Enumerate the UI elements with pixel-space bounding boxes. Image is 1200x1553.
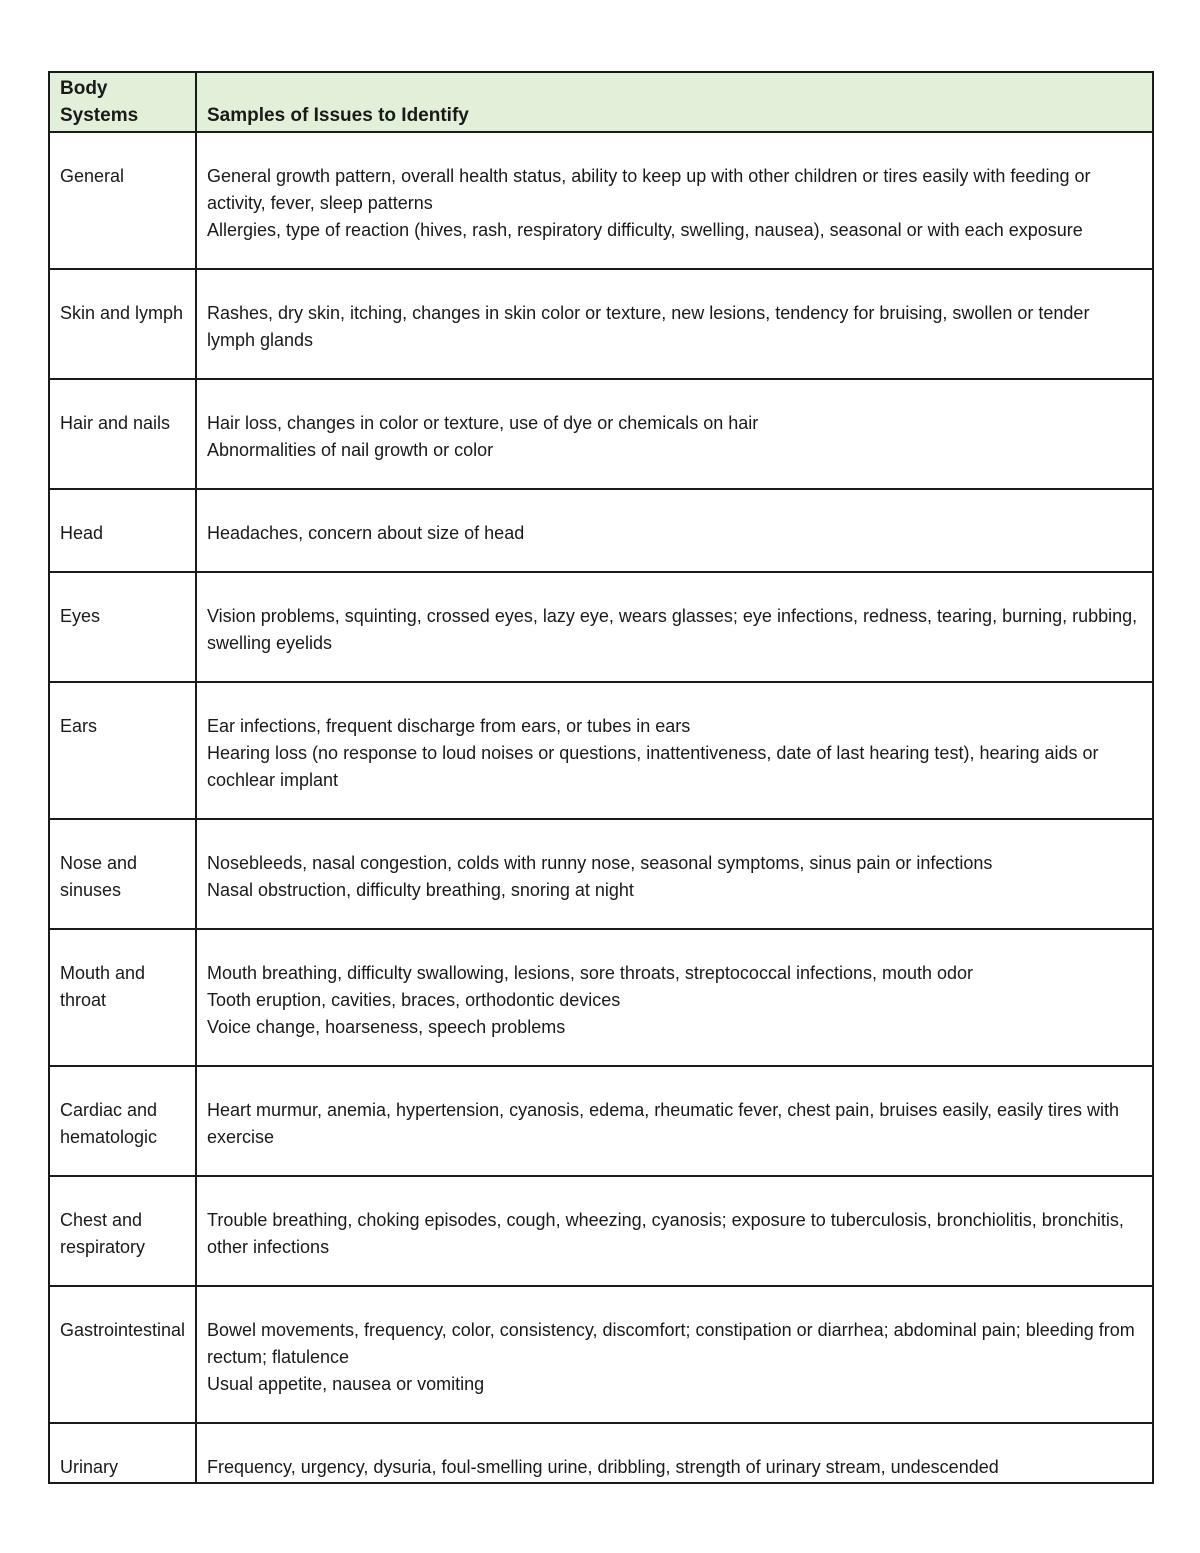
issue-line: Voice change, hoarseness, speech problems [207, 1017, 566, 1037]
table-row [49, 489, 1153, 572]
issue-line: General growth pattern, overall health status, ability to keep up with other children or tires easily with feeding or activity, fever, sleep patterns [207, 166, 1091, 213]
issue-line: Bowel movements, frequency, color, consistency, discomfort; constipation or diarrhea; abdominal pain; bleeding from rectum; flatulence [207, 1320, 1135, 1367]
table-row [49, 819, 1153, 929]
header-samples-of-issues: Samples of Issues to Identify [196, 72, 1153, 132]
system-name: Head [49, 489, 196, 572]
system-name: General [49, 132, 196, 269]
issue-line: Ear infections, frequent discharge from ears, or tubes in ears [207, 716, 691, 736]
system-name: Cardiac and hematologic [49, 1066, 196, 1176]
issue-line: Nasal obstruction, difficulty breathing, snoring at night [207, 880, 634, 900]
header-body-systems: Body Systems [49, 72, 196, 132]
issue-line: Heart murmur, anemia, hypertension, cyanosis, edema, rheumatic fever, chest pain, bruises easily, easily tires with exercise [207, 1100, 1120, 1147]
issue-line: Usual appetite, nausea or vomiting [207, 1374, 485, 1394]
system-name: Gastrointestinal [49, 1286, 196, 1423]
issue-line: Vision problems, squinting, crossed eyes, lazy eye, wears glasses; eye infections, redness, tearing, burning, rubbing, swelling eyelids [207, 606, 1138, 653]
cell-clip: Urinary [60, 1457, 119, 1477]
system-name: Mouth and throat [49, 929, 196, 1066]
issues-cell [196, 379, 1153, 489]
table-row [49, 379, 1153, 489]
table-row [49, 1423, 1153, 1483]
issues-cell [196, 489, 1153, 572]
issue-line: Tooth eruption, cavities, braces, orthodontic devices [207, 990, 621, 1010]
system-name: Ears [49, 682, 196, 819]
issue-line: Abnormalities of nail growth or color [207, 440, 494, 460]
issues-cell [196, 1066, 1153, 1176]
table-row [49, 572, 1153, 682]
table-row [49, 1066, 1153, 1176]
system-name [49, 1423, 196, 1483]
system-name: Chest and respiratory [49, 1176, 196, 1286]
table-row [49, 1176, 1153, 1286]
cell-clip [207, 1454, 1142, 1480]
issues-cell [196, 1286, 1153, 1423]
issue-line: Nosebleeds, nasal congestion, colds with runny nose, seasonal symptoms, sinus pain or infections [207, 853, 993, 873]
table-row [49, 929, 1153, 1066]
issue-line: Allergies, type of reaction (hives, rash, respiratory difficulty, swelling, nausea), seasonal or with each exposure [207, 220, 1083, 240]
issues-cell [196, 1423, 1153, 1483]
issues-cell [196, 269, 1153, 379]
issue-line: Rashes, dry skin, itching, changes in skin color or texture, new lesions, tendency for bruising, swollen or tender lymph glands [207, 303, 1090, 350]
issue-line: Headaches, concern about size of head [207, 523, 525, 543]
issue-line: Hearing loss (no response to loud noises or questions, inattentiveness, date of last hearing test), hearing aids or cochlear implant [207, 743, 1099, 790]
issues-cell [196, 682, 1153, 819]
issue-line: Mouth breathing, difficulty swallowing, lesions, sore throats, streptococcal infections, mouth odor [207, 963, 974, 983]
issue-line: Trouble breathing, choking episodes, cough, wheezing, cyanosis; exposure to tuberculosis, bronchiolitis, bronchitis, other infections [207, 1210, 1124, 1257]
issues-cell [196, 572, 1153, 682]
issues-cell [196, 819, 1153, 929]
system-name: Eyes [49, 572, 196, 682]
table-row [49, 132, 1153, 269]
issues-cell [196, 132, 1153, 269]
table-header-row [49, 72, 1153, 132]
system-name: Nose and sinuses [49, 819, 196, 929]
system-name: Skin and lymph [49, 269, 196, 379]
issues-cell [196, 929, 1153, 1066]
issues-cell [196, 1176, 1153, 1286]
table-row [49, 269, 1153, 379]
body-systems-table [48, 71, 1154, 1484]
table-row [49, 1286, 1153, 1423]
system-name: Hair and nails [49, 379, 196, 489]
issue-line: Hair loss, changes in color or texture, use of dye or chemicals on hair [207, 413, 759, 433]
issue-line: Frequency, urgency, dysuria, foul-smelling urine, dribbling, strength of urinary stream, undescended [207, 1457, 999, 1477]
table-row [49, 682, 1153, 819]
